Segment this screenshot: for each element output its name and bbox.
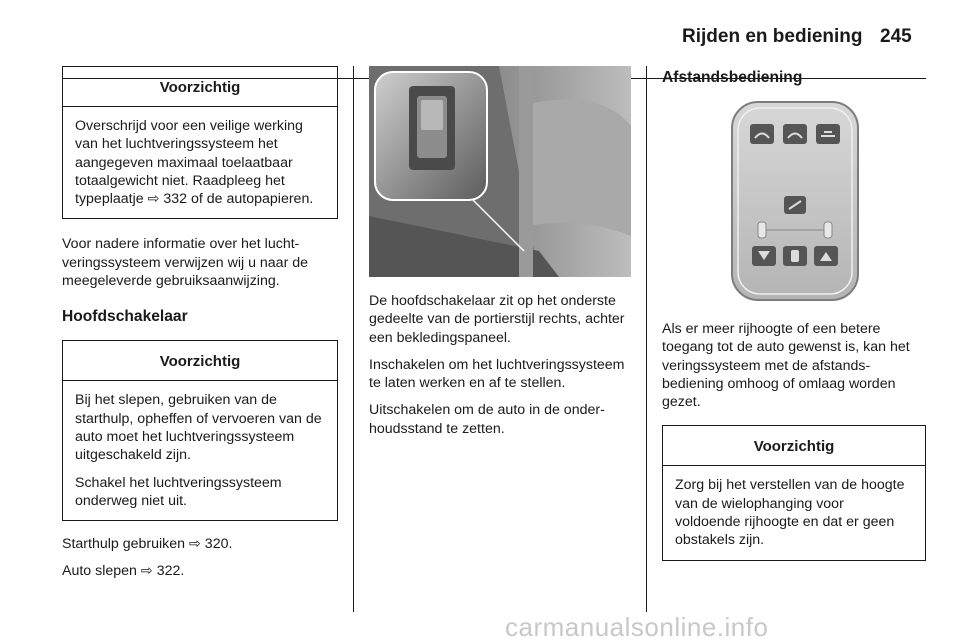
section-heading-remote: Afstandsbediening bbox=[662, 69, 803, 86]
cross-reference-towing: Auto slepen ⇨ 322. bbox=[62, 563, 185, 580]
cross-reference-jump-start: Starthulp gebruiken ⇨ 320. bbox=[62, 536, 233, 553]
page-header bbox=[0, 26, 960, 56]
chapter-title: Rijden en bediening bbox=[682, 26, 863, 47]
warning-text: Bij het slepen, gebruiken van de starthulp, opheffen of vervoeren van de auto moet het luchtveringssysteem uitgeschakeld zijn. bbox=[75, 392, 322, 464]
warning-body bbox=[63, 107, 337, 218]
warning-text: Overschrijd voor een veilige werking van het luchtveringssysteem het aangegeven maximaal toelaatbaar totaalgewicht niet. Raadpleeg het typeplaatje ⇨ 332 of de autopapieren. bbox=[75, 118, 314, 208]
column-left bbox=[62, 66, 338, 581]
warning-text: Schakel het luchtveringssysteem onderweg niet uit. bbox=[75, 474, 282, 509]
warning-body bbox=[63, 381, 337, 520]
switch-off-text: Uitschakelen om de auto in de onderhoudsstand te zetten. bbox=[369, 402, 605, 437]
info-paragraph: Voor nadere informatie over het luchtveringssysteem verwijzen wij u naar de meegeleverde gebruiksaanwijzing. bbox=[62, 236, 309, 290]
main-switch-photo bbox=[369, 66, 631, 277]
warning-box-height bbox=[662, 425, 926, 560]
warning-box-weight bbox=[62, 66, 338, 219]
column-divider-left bbox=[353, 66, 354, 612]
remote-control-illustration bbox=[662, 100, 924, 304]
column-right bbox=[662, 320, 926, 561]
warning-text: Zorg bij het verstellen van de hoogte van de wielophanging voor voldoende rijhoogte en dat er geen obstakels zijn. bbox=[675, 477, 905, 549]
column-right-heading bbox=[662, 66, 926, 87]
warning-box-towing bbox=[62, 340, 338, 521]
warning-body bbox=[663, 466, 925, 559]
watermark: carmanualsonline.info bbox=[505, 612, 769, 642]
switch-on-text: Inschakelen om het luchtveringssysteem te laten werken en af te stellen. bbox=[369, 356, 625, 392]
page-number: 245 bbox=[880, 26, 912, 47]
warning-title: Voorzichtig bbox=[63, 67, 337, 107]
column-divider-right bbox=[646, 66, 647, 612]
warning-title: Voorzichtig bbox=[63, 341, 337, 381]
section-heading-main-switch: Hoofdschakelaar bbox=[62, 308, 188, 326]
column-middle-text bbox=[369, 292, 635, 438]
switch-location-text: De hoofdschakelaar zit op het onderste gedeelte van de portierstijl rechts, achter een bekledingspaneel. bbox=[369, 293, 625, 346]
remote-description: Als er meer rijhoogte of een betere toegang tot de auto gewenst is, kan het veringssysteem met de afstandsbediening omhoog of omlaag worden gezet. bbox=[662, 321, 910, 411]
warning-title: Voorzichtig bbox=[663, 426, 925, 466]
